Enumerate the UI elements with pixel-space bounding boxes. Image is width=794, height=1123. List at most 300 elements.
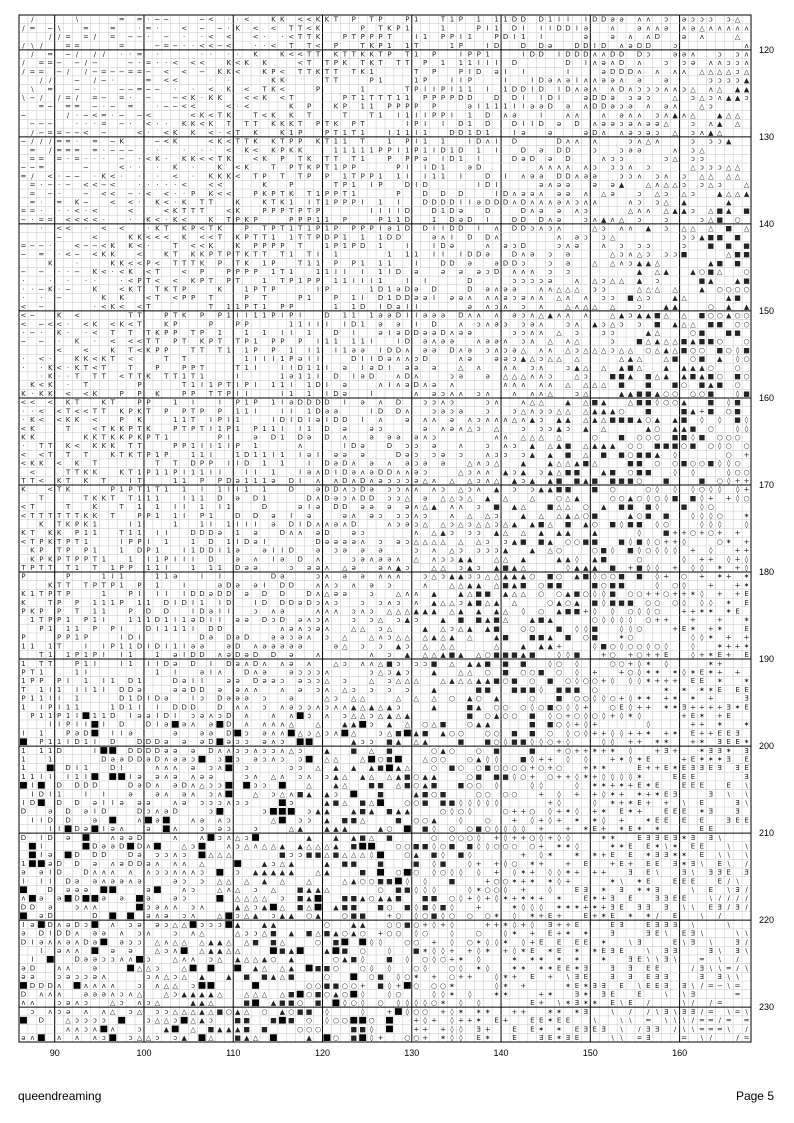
stitch-symbol: ○ [431,834,437,842]
stitch-symbol: ◊ [656,564,660,572]
stitch-symbol: ʌ [370,477,374,485]
stitch-symbol: 1 [459,155,463,163]
stitch-symbol: ɔ [584,216,588,224]
stitch-symbol: ■ [574,477,581,485]
stitch-symbol: T [342,111,348,119]
stitch-symbol: ǝ [209,590,213,598]
stitch-symbol: + [619,816,625,824]
stitch-symbol: △ [208,851,214,859]
stitch-symbol: I [165,642,167,650]
stitch-symbol: ◊ [718,416,722,424]
stitch-symbol: 1 [262,477,266,485]
stitch-symbol: ✶ [645,660,651,668]
stitch-symbol: < [92,425,98,433]
stitch-symbol: ▲ [592,407,598,415]
stitch-symbol: ▲ [271,869,277,877]
stitch-symbol: △ [601,416,607,424]
stitch-symbol: ○ [529,625,535,633]
stitch-symbol: ǝ [387,555,391,563]
stitch-symbol: ▲ [547,538,553,546]
stitch-symbol: T [306,111,312,119]
stitch-symbol: K [182,312,187,320]
stitch-symbol: D [226,581,231,589]
stitch-symbol: I [103,825,105,833]
stitch-symbol: ○ [529,573,535,581]
stitch-symbol: △ [458,581,464,589]
stitch-symbol: = [101,68,107,76]
stitch-symbol: ɔ [200,825,204,833]
stitch-symbol: K [57,529,62,537]
stitch-symbol: ◊ [629,747,633,755]
stitch-symbol: ʌ [245,686,249,694]
stitch-symbol: I [183,590,185,598]
stitch-symbol: ▲ [396,642,402,650]
stitch-symbol: P [378,42,382,50]
stitch-symbol: ʌ [414,599,418,607]
stitch-symbol: T [29,529,35,537]
stitch-symbol: D [217,625,222,633]
stitch-symbol: + [726,573,732,581]
stitch-symbol: = [65,94,71,102]
stitch-symbol: I [415,303,417,311]
stitch-symbol: 1 [155,581,159,589]
stitch-symbol: / [31,129,34,137]
stitch-symbol: K [200,111,205,119]
stitch-symbol: △ [672,338,678,346]
stitch-symbol: ʌ [744,59,748,67]
stitch-symbol: ɔ [691,138,695,146]
stitch-symbol: I [201,381,203,389]
stitch-symbol: < [56,416,62,424]
stitch-symbol: ◊ [539,834,543,842]
stitch-symbol: ʌ [325,625,329,633]
stitch-symbol: I [40,816,42,824]
stitch-symbol: · [147,225,149,233]
stitch-symbol: + [619,695,625,703]
stitch-symbol: ǝ [655,120,659,128]
stitch-symbol: ɔ [405,642,409,650]
stitch-symbol: ɔ [727,16,731,24]
stitch-symbol: ǝ [244,564,248,572]
stitch-symbol: △ [610,320,616,328]
stitch-symbol: ○ [636,642,642,650]
stitch-symbol: △ [467,668,473,676]
stitch-symbol: ɔ [334,695,338,703]
stitch-symbol: ✶ [592,747,598,755]
stitch-symbol: − [110,138,116,146]
stitch-symbol: < [21,503,27,511]
stitch-symbol: ■ [359,834,366,842]
stitch-symbol: P [325,190,329,198]
stitch-symbol: ▲ [556,599,562,607]
stitch-symbol: < [47,486,53,494]
stitch-symbol: ◊ [539,738,543,746]
stitch-symbol: − [163,16,169,24]
stitch-symbol: Ǝ [735,764,739,772]
stitch-symbol: T [163,355,169,363]
stitch-symbol: I [344,320,346,328]
stitch-symbol: ɔ [209,808,213,816]
stitch-symbol: T [172,312,178,320]
stitch-symbol: ɔ [620,146,624,154]
stitch-symbol: I [94,747,96,755]
stitch-symbol: △ [556,468,562,476]
stitch-symbol: − [38,120,44,128]
stitch-symbol: ◊ [745,425,749,433]
filled-stitch [199,843,206,850]
stitch-symbol: ◊ [468,851,472,859]
stitch-symbol: ▲ [324,799,330,807]
stitch-symbol: ▲ [699,364,705,372]
stitch-symbol: ʌ [575,138,579,146]
stitch-symbol: ▲ [672,320,678,328]
stitch-symbol: D [289,599,294,607]
stitch-symbol: + [681,755,687,763]
stitch-symbol: I [424,111,426,119]
stitch-symbol: ɔ [629,172,633,180]
stitch-symbol: ʌ [271,729,275,737]
stitch-symbol: ɔ [450,373,454,381]
stitch-symbol: K [102,294,107,302]
stitch-symbol: − [83,111,89,119]
stitch-symbol: 1 [432,216,436,224]
stitch-symbol: D [271,573,276,581]
stitch-symbol: < [297,51,303,59]
stitch-symbol: ǝ [361,573,365,581]
stitch-symbol: E [610,851,614,859]
stitch-symbol: ○ [735,364,741,372]
stitch-symbol: P [396,24,400,32]
stitch-symbol: ○ [538,764,544,772]
stitch-symbol: △ [440,564,446,572]
stitch-symbol: ʌ [298,625,302,633]
stitch-symbol: △ [583,303,589,311]
stitch-symbol: + [708,625,714,633]
stitch-symbol: ✶ [717,573,723,581]
stitch-symbol: ■ [350,816,357,824]
filled-stitch [29,852,36,859]
stitch-symbol: ▲ [717,355,723,363]
stitch-symbol: T [145,338,151,346]
stitch-symbol: ʌ [450,390,454,398]
stitch-symbol: = [38,155,44,163]
stitch-symbol: \ [719,851,722,859]
stitch-symbol: K [244,216,249,224]
stitch-symbol: I [174,599,176,607]
stitch-symbol: ◊ [531,703,535,711]
stitch-symbol: P [307,277,311,285]
stitch-symbol: △ [690,111,696,119]
stitch-symbol: 1 [253,442,257,450]
stitch-symbol: · [147,129,149,137]
stitch-symbol: ○ [708,425,714,433]
stitch-symbol: I [147,555,149,563]
stitch-symbol: ʌ [173,764,177,772]
stitch-symbol: ǝ [584,172,588,180]
stitch-symbol: < [163,138,169,146]
stitch-symbol: ◊ [709,512,713,520]
stitch-symbol: I [362,364,364,372]
stitch-symbol: ɔ [637,216,641,224]
stitch-symbol: T [360,42,366,50]
stitch-symbol: P [289,277,293,285]
stitch-symbol: 1 [173,477,177,485]
stitch-symbol: ɔ [298,764,302,772]
stitch-symbol: I [335,346,337,354]
stitch-symbol: E [744,703,748,711]
stitch-symbol: ǝ [146,755,150,763]
stitch-symbol: + [610,860,616,868]
stitch-symbol: · [228,16,230,24]
stitch-symbol: ʌ [352,477,356,485]
stitch-symbol: D [173,703,178,711]
stitch-symbol: P [146,259,150,267]
stitch-symbol: D [619,68,624,76]
stitch-symbol: ɔ [200,869,204,877]
filled-stitch [225,782,232,789]
stitch-symbol: K [48,555,53,563]
stitch-symbol: 1 [200,503,204,511]
stitch-symbol: − [29,242,35,250]
stitch-symbol: △ [663,198,669,206]
stitch-symbol: P [325,129,329,137]
stitch-symbol: ʌ [584,164,588,172]
stitch-symbol: △ [735,172,741,180]
stitch-symbol: ɔ [477,529,481,537]
stitch-symbol: ◊ [700,494,704,502]
stitch-symbol: K [369,42,374,50]
stitch-symbol: ▲ [565,512,571,520]
stitch-symbol: ʌ [227,747,231,755]
stitch-symbol: 1 [414,51,418,59]
stitch-symbol: ǝ [378,329,382,337]
stitch-symbol: K [244,251,249,259]
filled-stitch [243,782,250,789]
stitch-symbol: P [84,555,88,563]
stitch-symbol: ɔ [602,329,606,337]
stitch-symbol: ▲ [583,564,589,572]
stitch-symbol: · [138,172,140,180]
stitch-symbol: ɔ [575,346,579,354]
stitch-symbol: I [496,190,498,198]
stitch-symbol: 1 [110,703,114,711]
stitch-symbol: ▲ [717,190,723,198]
stitch-symbol: ʌ [619,129,623,137]
stitch-symbol: − [119,68,125,76]
stitch-symbol: ǝ [298,677,302,685]
stitch-symbol: ◊ [673,547,677,555]
stitch-symbol: T [368,16,374,24]
stitch-symbol: D [387,303,392,311]
stitch-symbol: / [49,146,52,154]
stitch-symbol: 1 [21,747,25,755]
stitch-symbol: D [226,660,231,668]
stitch-symbol: ▲ [512,581,518,589]
stitch-symbol: ▲ [637,312,643,320]
stitch-symbol: ʌ [414,390,418,398]
stitch-symbol: ǝ [200,773,204,781]
stitch-symbol: D [539,77,544,85]
stitch-symbol: ɔ [548,259,552,267]
stitch-symbol: P [352,225,356,233]
stitch-symbol: △ [556,355,562,363]
stitch-symbol: ǝ [316,547,320,555]
stitch-symbol: △ [655,190,661,198]
stitch-symbol: D [56,860,61,868]
stitch-symbol: ǝ [459,216,463,224]
stitch-symbol: D [289,547,294,555]
stitch-symbol: + [529,764,535,772]
stitch-symbol: D [467,286,472,294]
stitch-symbol: ✶ [619,782,625,790]
stitch-symbol: ▲ [583,521,589,529]
stitch-symbol: T [235,259,241,267]
stitch-symbol: P [227,277,231,285]
stitch-symbol: + [654,590,660,598]
stitch-symbol: ɔ [682,85,686,93]
stitch-symbol: I [49,695,51,703]
stitch-symbol: P [191,294,195,302]
stitch-symbol: P [253,268,257,276]
stitch-symbol: T [351,94,357,102]
stitch-symbol: ✶ [672,729,678,737]
stitch-symbol: ○ [511,860,517,868]
stitch-symbol: △ [708,225,714,233]
stitch-symbol: ɔ [521,451,525,459]
stitch-symbol: ǝ [182,738,186,746]
stitch-symbol: ◊ [727,477,731,485]
stitch-symbol: I [558,94,560,102]
stitch-symbol: P [236,320,240,328]
stitch-symbol: △ [494,477,500,485]
stitch-symbol: T [29,668,35,676]
stitch-symbol: ʌ [218,764,222,772]
stitch-symbol: P [236,268,240,276]
stitch-symbol: K [191,251,196,259]
stitch-symbol: ɔ [521,338,525,346]
stitch-symbol: ǝ [75,729,79,737]
stitch-symbol: ɔ [646,164,650,172]
stitch-symbol: ʌ [495,286,499,294]
stitch-symbol: △ [467,494,473,502]
stitch-symbol: D [387,233,392,241]
stitch-symbol: △ [655,259,661,267]
stitch-symbol: Ǝ [709,808,713,816]
stitch-symbol: ǝ [244,616,248,624]
stitch-symbol: I [415,111,417,119]
stitch-symbol: ǝ [405,460,409,468]
stitch-symbol: ■ [502,581,509,589]
stitch-symbol: P [369,172,373,180]
stitch-symbol: 1 [450,16,454,24]
stitch-symbol: P [218,407,222,415]
stitch-symbol: ✶ [636,755,642,763]
stitch-symbol: △ [467,677,473,685]
stitch-symbol: D [556,24,561,32]
stitch-symbol: D [574,51,579,59]
stitch-symbol: ▲ [619,181,625,189]
stitch-symbol: E [619,860,623,868]
stitch-symbol: △ [440,677,446,685]
stitch-symbol: ○ [529,677,535,685]
stitch-symbol: △ [735,111,741,119]
stitch-symbol: − [110,146,116,154]
stitch-symbol: · [22,329,24,337]
stitch-symbol: D [351,320,356,328]
stitch-symbol: 1 [450,42,454,50]
stitch-symbol: E [709,764,713,772]
stitch-symbol: ■ [725,225,732,233]
stitch-symbol: ɔ [655,172,659,180]
stitch-symbol: ■ [609,477,616,485]
stitch-symbol: K [280,198,285,206]
stitch-symbol: P [75,599,79,607]
stitch-symbol: D [244,538,249,546]
stitch-symbol: D [315,407,320,415]
stitch-symbol: D [405,216,410,224]
stitch-symbol: 1 [102,608,106,616]
stitch-symbol: + [744,538,750,546]
stitch-symbol: ○ [663,399,669,407]
stitch-symbol: 1 [218,486,222,494]
stitch-symbol: ◊ [682,599,686,607]
stitch-symbol: ʌ [521,268,525,276]
stitch-symbol: Ǝ [682,703,686,711]
stitch-symbol: ʌ [486,390,490,398]
stitch-symbol: D [217,494,222,502]
stitch-symbol: = [38,251,44,259]
stitch-symbol: ǝ [191,764,195,772]
stitch-symbol: △ [601,425,607,433]
stitch-symbol: ■ [734,399,741,407]
stitch-symbol: D [539,42,544,50]
stitch-symbol: ǝ [369,364,373,372]
stitch-symbol: ▲ [672,111,678,119]
stitch-symbol: ʌ [575,320,579,328]
stitch-symbol: I [308,503,310,511]
stitch-symbol: < [92,355,98,363]
stitch-symbol: ʌ [548,216,552,224]
stitch-symbol: ■ [681,460,688,468]
stitch-symbol: ◊ [602,738,606,746]
stitch-symbol: ■ [386,808,393,816]
stitch-symbol: ○ [431,790,437,798]
stitch-symbol: < [21,425,27,433]
stitch-symbol: P [191,390,195,398]
stitch-symbol: = [56,146,62,154]
stitch-symbol: 1 [378,77,382,85]
stitch-symbol: ǝ [610,181,614,189]
stitch-symbol: − [47,103,53,111]
stitch-symbol: ▲ [396,564,402,572]
stitch-symbol: ɔ [396,512,400,520]
stitch-symbol: △ [253,790,259,798]
stitch-symbol: + [520,834,526,842]
stitch-symbol: D [137,642,142,650]
stitch-symbol: ○ [627,590,633,598]
stitch-symbol: I [201,486,203,494]
stitch-symbol: △ [485,599,491,607]
stitch-symbol: K [200,259,205,267]
stitch-symbol: I [272,451,274,459]
stitch-symbol: ○ [485,816,491,824]
stitch-symbol: I [433,242,435,250]
stitch-symbol: E [718,860,722,868]
stitch-symbol: P [441,111,445,119]
stitch-symbol: ○ [404,799,410,807]
stitch-symbol: D [235,642,240,650]
stitch-symbol: K [75,460,80,468]
